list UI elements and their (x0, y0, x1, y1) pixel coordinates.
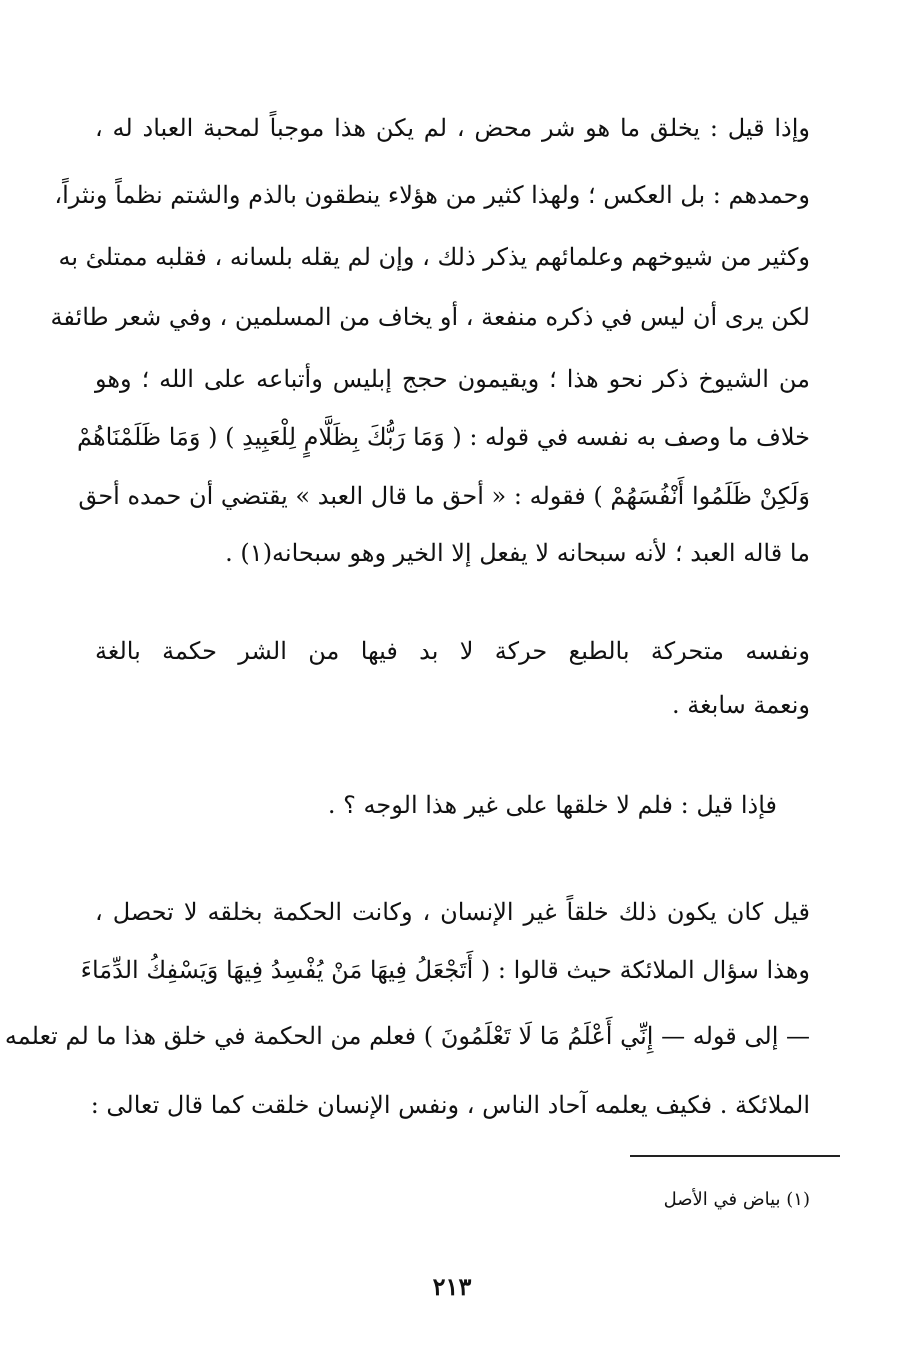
paragraph-4-line-4: الملائكة . فكيف يعلمه آحاد الناس ، ونفس الإنسان خلقت كما قال تعالى : (90, 1091, 810, 1119)
page-number: ٢١٣ (432, 1272, 472, 1301)
paragraph-1-line-5: من الشيوخ ذكر نحو هذا ؛ ويقيمون حجج إبليس وأتباعه على الله ؛ وهو (95, 365, 810, 393)
paragraph-1-line-8: ما قاله العبد ؛ لأنه سبحانه لا يفعل إلا الخير وهو سبحانه(١) . (225, 539, 810, 567)
paragraph-3-line-1: فإذا قيل : فلم لا خلقها على غير هذا الوجه ؟ . (327, 791, 777, 819)
paragraph-1-line-1: وإذا قيل : يخلق ما هو شر محض ، لم يكن هذا موجباً لمحبة العباد له ، (95, 114, 810, 142)
paragraph-1-line-4: لكن يرى أن ليس في ذكره منفعة ، أو يخاف من المسلمين ، وفي شعر طائفة (50, 303, 810, 331)
paragraph-4-line-3: — إلى قوله — إِنِّي أَعْلَمُ مَا لَا تَعْلَمُونَ ) فعلم من الحكمة في خلق هذا ما لم تعلمه (4, 1022, 810, 1050)
footnote-separator (630, 1155, 840, 1157)
paragraph-2-line-2: ونعمة سابغة . (671, 691, 810, 719)
paragraph-1-line-2: وحمدهم : بل العكس ؛ ولهذا كثير من هؤلاء ينطقون بالذم والشتم نظماً ونثراً، (54, 181, 810, 209)
paragraph-2-line-1: ونفسه متحركة بالطبع حركة لا بد فيها من الشر حكمة بالغة (95, 637, 810, 665)
paragraph-1-line-7: وَلَكِنْ ظَلَمُوا أَنْفُسَهُمْ ) فقوله : « أحق ما قال العبد » يقتضي أن حمده أحق (78, 482, 810, 510)
paragraph-1-line-3: وكثير من شيوخهم وعلمائهم يذكر ذلك ، وإن لم يقله بلسانه ، فقلبه ممتلئ به (58, 243, 810, 271)
paragraph-1-line-6: خلاف ما وصف به نفسه في قوله : ( وَمَا رَبُّكَ بِظَلَّامٍ لِلْعَبِيدِ ) ( وَمَا ظَلَمْنَاهُمْ (76, 423, 810, 451)
paragraph-4-line-2: وهذا سؤال الملائكة حيث قالوا : ( أَتَجْعَلُ فِيهَا مَنْ يُفْسِدُ فِيهَا وَيَسْفِكُ الدِّمَاءَ (80, 956, 810, 984)
paragraph-4-line-1: قيل كان يكون ذلك خلقاً غير الإنسان ، وكانت الحكمة بخلقه لا تحصل ، (95, 898, 810, 926)
footnote: (١) بياض في الأصل (663, 1189, 810, 1210)
